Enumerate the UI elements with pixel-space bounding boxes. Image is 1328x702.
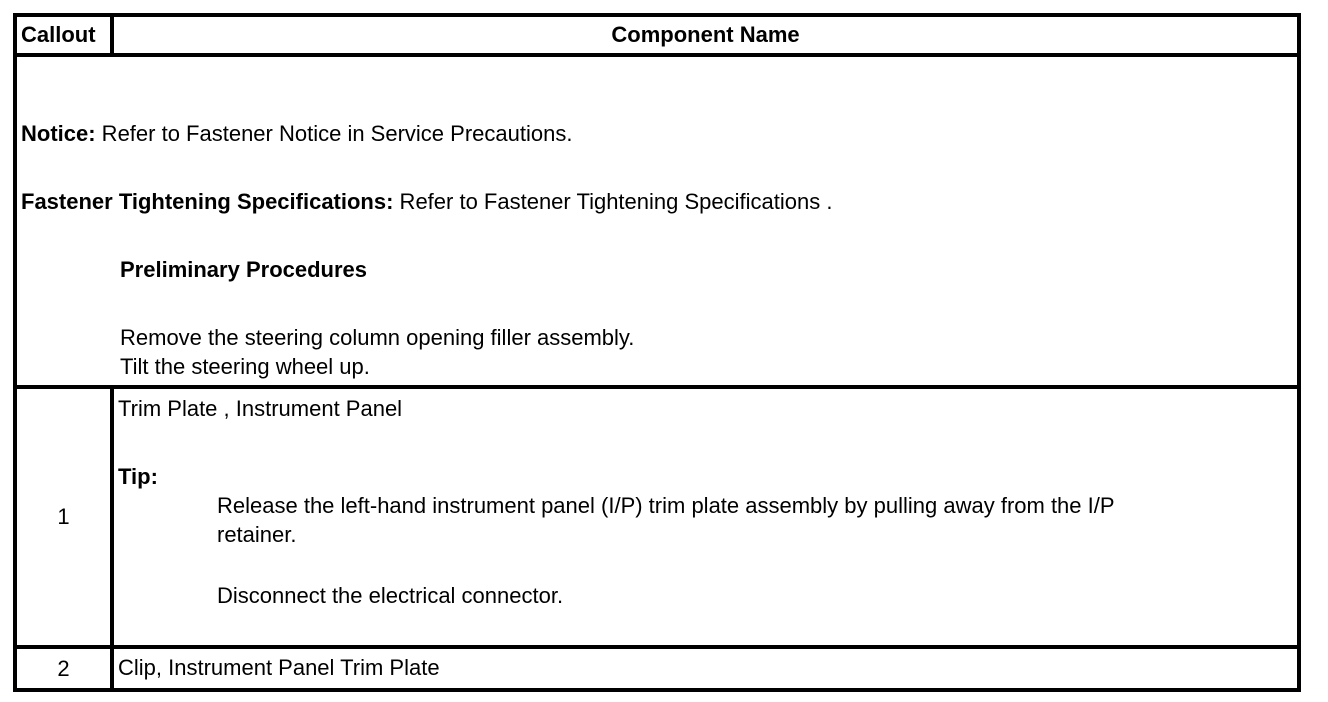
spec-line bbox=[21, 189, 832, 215]
table-header-row bbox=[17, 17, 1297, 57]
tip-text: Release the left-hand instrument panel (I/P) trim plate assembly by pulling away from the I/P bbox=[217, 493, 1115, 518]
row-component-name: Clip, Instrument Panel Trim Plate bbox=[118, 655, 440, 680]
notice-text: Refer to Fastener Notice in Service Precautions. bbox=[95, 121, 573, 146]
notice-label: Notice: bbox=[21, 121, 96, 146]
tip-label: Tip: bbox=[118, 464, 158, 489]
header-callout: Callout bbox=[21, 22, 96, 47]
table-row bbox=[17, 389, 1297, 649]
preliminary-title: Preliminary Procedures bbox=[120, 257, 368, 282]
table-row bbox=[17, 649, 1297, 688]
header-component-name: Component Name bbox=[611, 22, 800, 47]
spec-label: Fastener Tightening Specifications: bbox=[21, 189, 394, 214]
tip-text: Disconnect the electrical connector. bbox=[217, 583, 564, 608]
row-callout: 2 bbox=[57, 656, 70, 681]
preliminary-step: Tilt the steering wheel up. bbox=[120, 354, 370, 379]
row-callout: 1 bbox=[57, 504, 70, 529]
spec-text: Refer to Fastener Tightening Specifications . bbox=[393, 189, 833, 214]
intro-row bbox=[17, 57, 1297, 389]
row-component-name: Trim Plate , Instrument Panel bbox=[118, 396, 403, 421]
notice-line bbox=[21, 121, 572, 147]
tip-text: retainer. bbox=[217, 522, 297, 547]
preliminary-step: Remove the steering column opening filler assembly. bbox=[120, 325, 635, 350]
component-table bbox=[13, 13, 1301, 692]
